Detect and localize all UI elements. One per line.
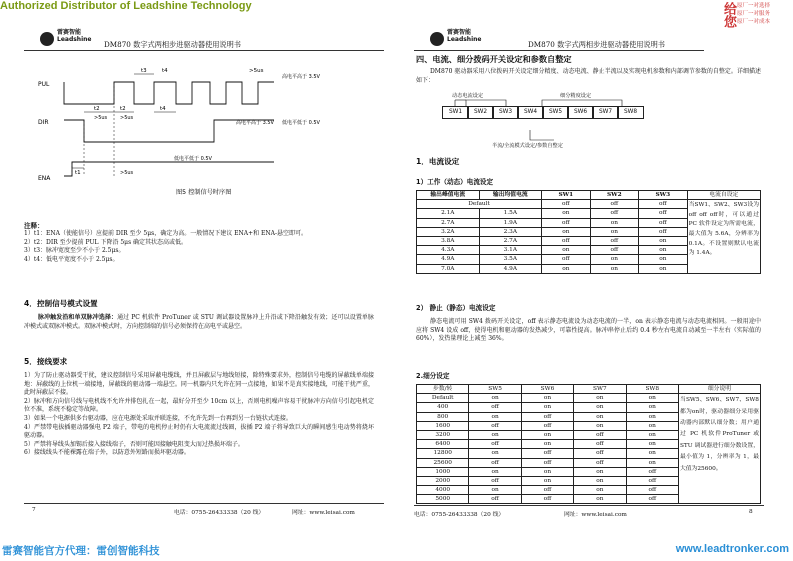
half-current-label: 半流/全流模式设定/参数自整定 [492, 143, 563, 149]
table-cell: on [590, 218, 639, 227]
timing-gap-label: >5us [94, 115, 108, 121]
table-cell: off [639, 218, 688, 227]
table-cell: on [574, 394, 626, 403]
switch-sw2: SW2 [467, 106, 494, 119]
note-item: 1）t1：ENA（使能信号）应提前 DIR 至少 5μs，确定为高。一般情况下建议 ENA+和 ENA-悬空即可。 [24, 230, 308, 237]
section-4-body [24, 314, 374, 331]
table-cell: off [639, 200, 688, 209]
level-label: 低电平低于 0.5V [282, 120, 320, 126]
table-cell: off [590, 209, 639, 218]
table-cell: 1.9A [479, 218, 542, 227]
section-title: 四、电流、细分拨码开关设定和参数自整定 [416, 54, 572, 64]
logo-cn: 雷赛智能 [57, 29, 82, 36]
table-cell: 2.7A [417, 218, 480, 227]
page-number: 8 [749, 509, 753, 515]
switch-sw7: SW7 [592, 106, 619, 119]
table-cell: off [521, 449, 573, 458]
dyn-current-label: 动态电流设定 [452, 93, 484, 99]
table-cell: off [521, 421, 573, 430]
level-label: 高电平高于 3.5V [282, 74, 320, 80]
table-cell: 2.7A [479, 236, 542, 245]
signal-dir-label: DIR [38, 119, 49, 126]
table-cell: on [469, 486, 521, 495]
signal-pul-label: PUL [38, 81, 50, 88]
table-cell: on [626, 412, 678, 421]
signal-ena-label: ENA [38, 175, 51, 182]
timing-gap-label: >5us [120, 170, 134, 176]
level-label: 低电平低于 0.5V [174, 156, 212, 162]
table-cell: 2.3A [479, 227, 542, 236]
doc-title: DM870 数字式两相步进驱动器使用说明书 [104, 40, 241, 49]
table-cell: off [542, 200, 591, 209]
table-cell: on [639, 246, 688, 255]
table-cell: on [521, 394, 573, 403]
table-cell: on [469, 430, 521, 439]
table-cell: 400 [417, 403, 469, 412]
table-header: SW6 [521, 385, 573, 394]
header-rule [414, 50, 704, 51]
figure-caption: 图5 控制信号时序图 [176, 189, 232, 196]
table-cell: 1000 [417, 467, 469, 476]
timing-gap-label: >5us [120, 115, 134, 121]
microstep-table [416, 384, 761, 504]
table-header: 输出均值电流 [479, 191, 542, 200]
footer-rule [414, 505, 764, 506]
table-cell: 4.3A [417, 246, 480, 255]
brand-mark: 给您 [721, 2, 736, 28]
wiring-item: 3）如果一个电源供多台驱动器，应在电源处采取并联连接，不允许先到一台再到另一台链状式连接。 [24, 414, 292, 422]
table-cell: 3.8A [417, 236, 480, 245]
table-header: 电流自设定 [687, 191, 760, 200]
note-item: 2）t2：DIR 至少提前 PUL 下降沿 5μs 确定其状态高或低。 [24, 238, 188, 246]
table-cell: 5000 [417, 495, 469, 504]
timing-diagram [24, 64, 384, 214]
slogan-line: 原厂一对成本 [737, 19, 771, 25]
table-header: SW5 [469, 385, 521, 394]
page-number: 7 [32, 507, 36, 513]
doc-title: DM870 数字式两相步进驱动器使用说明书 [528, 40, 665, 49]
table-cell: Default [417, 200, 542, 209]
table-cell: off [590, 200, 639, 209]
table-cell: on [574, 486, 626, 495]
table-cell: on [521, 440, 573, 449]
timing-t4: t4 [160, 106, 166, 112]
table-cell: on [574, 467, 626, 476]
table-cell: off [521, 495, 573, 504]
wiring-item: 2）脉冲和方向信号线与电机线不允许并排包扎在一起，最好分开至少 10cm 以上，否则电机噪声容易干扰脉冲方向信号引起电机定位不准，系统不稳定等故障。 [24, 397, 374, 414]
table-cell: on [521, 403, 573, 412]
table-cell: off [626, 495, 678, 504]
table-cell: on [574, 476, 626, 485]
logo-en: Leadshine [447, 36, 482, 43]
table-cell: on [626, 403, 678, 412]
table-cell: on [590, 227, 639, 236]
table-cell: 4.9A [417, 255, 480, 264]
table-header: SW2 [590, 191, 639, 200]
table-cell: on [542, 227, 591, 236]
timing-t4: t4 [162, 68, 168, 74]
table-cell: 2.1A [417, 209, 480, 218]
table-cell: off [574, 449, 626, 458]
table-cell: off [542, 236, 591, 245]
wiring-item: 4）严禁带电拔插驱动器强电 P2 端子，带电的电机停止时仍有大电流流过线圈，拔插 P2 端子将导致巨大的瞬间感生电动势将烧坏驱动器。 [24, 423, 374, 440]
table-cell: off [542, 255, 591, 264]
header-rule [24, 50, 384, 51]
section-4-text: 通过 PC 机软件 ProTuner 或 STU 调试器设置脉冲上升沿或下降沿触发有效；还可以设置单脉冲模式或双脉冲模式。双脉冲模式时，方向控制端的信号必须保持在高电平或悬空。 [24, 314, 374, 330]
logo-icon [40, 32, 54, 46]
table-cell: on [521, 467, 573, 476]
table-cell: on [639, 255, 688, 264]
table-cell: off [639, 209, 688, 218]
footer-phone: 电话：0755-26433338（20 线） [414, 512, 505, 518]
table-cell: on [626, 440, 678, 449]
table-cell: on [639, 236, 688, 245]
table-cell: on [521, 476, 573, 485]
switch-sw6: SW6 [567, 106, 594, 119]
table-cell: off [469, 476, 521, 485]
heading-static-current: 2） 静止（静态）电流设定 [416, 304, 496, 312]
table-cell: off [469, 421, 521, 430]
table-cell: on [590, 255, 639, 264]
agent-banner: 雷赛智能官方代理：雷创智能科技 [2, 545, 160, 557]
section-5-title: 5．接线要求 [24, 357, 68, 366]
table-cell: off [469, 495, 521, 504]
table-cell: off [626, 486, 678, 495]
switch-sw4: SW4 [517, 106, 544, 119]
brand-slogans [737, 2, 791, 26]
table-header: 细分说明 [678, 385, 760, 394]
table-cell: on [574, 403, 626, 412]
section-4-title: 4．控制信号模式设置 [24, 299, 98, 308]
wiring-item: 1）为了防止驱动器受干扰，建议控制信号采用屏蔽电缆线，并且屏蔽层与地线短接，除特殊要求外，控制信号电缆的屏蔽线单端接地：屏蔽线的上位机一端接地，屏蔽线的驱动器一端悬空。同一机器内只允许在同一点接地，如果不是真实接地线，可能干扰严重，此时屏蔽层不接。 [24, 372, 374, 397]
current-table [416, 190, 761, 274]
footer-phone: 电话：0755-26433338（20 线） [174, 510, 265, 516]
heading-current: 1．电流设定 [416, 157, 460, 166]
current-note: 当SW1、SW2、SW3设为off off off时，可以通过 PC 软件设定为所需电流，最大值为 5.6A，分辨率为0.1A。不设置则默认电流为 1.4A。 [687, 200, 760, 274]
table-cell: on [469, 467, 521, 476]
table-cell: off [469, 403, 521, 412]
table-cell: on [469, 449, 521, 458]
logo-en: Leadshine [57, 36, 92, 43]
logo-icon [430, 32, 444, 46]
table-cell: off [590, 246, 639, 255]
logo [40, 28, 92, 47]
table-cell: on [521, 430, 573, 439]
table-cell: off [469, 440, 521, 449]
table-cell: on [574, 495, 626, 504]
timing-t1: t1 [75, 170, 81, 176]
table-cell: off [626, 467, 678, 476]
table-cell: on [469, 412, 521, 421]
table-cell: Default [417, 394, 469, 403]
table-cell: 800 [417, 412, 469, 421]
heading-dynamic-current: 1）工作（动态）电流设定 [416, 178, 494, 186]
microstep-label: 细分精度设定 [560, 93, 592, 99]
table-cell: off [542, 218, 591, 227]
table-header: 步数/转 [417, 385, 469, 394]
table-cell: off [521, 458, 573, 467]
logo-cn: 雷赛智能 [447, 29, 472, 36]
table-cell: on [469, 394, 521, 403]
table-cell: on [626, 394, 678, 403]
note-item: 4）t4：低电平宽度不小于 2.5μs。 [24, 255, 119, 263]
timing-t3: t3 [141, 68, 147, 74]
table-header-row [417, 385, 761, 394]
table-cell: 1600 [417, 421, 469, 430]
table-cell: 3200 [417, 430, 469, 439]
table-cell: off [626, 476, 678, 485]
table-cell: off [574, 440, 626, 449]
wiring-item: 5）严禁将导线头加锡后接入接线端子，否则可能因接触电阻变大而过热损坏端子。 [24, 440, 244, 448]
note-item: 3）t3：脉冲宽度至少不小于 2.5μs。 [24, 247, 125, 255]
notes-list [24, 230, 374, 264]
table-cell: 6400 [417, 440, 469, 449]
table-header: SW3 [639, 191, 688, 200]
table-cell: 3.5A [479, 255, 542, 264]
level-label: 高电平高于 3.5V [236, 120, 274, 126]
distributor-banner: Authorized Distributor of Leadshine Technology [0, 0, 252, 12]
notes-title: 注释： [24, 222, 44, 230]
slogan-line: 原厂一对服务 [737, 11, 771, 17]
table-cell: 3.1A [479, 246, 542, 255]
table-header: SW7 [574, 385, 626, 394]
table-cell: 7.0A [417, 264, 480, 273]
table-cell: on [574, 412, 626, 421]
table-cell: on [626, 458, 678, 467]
table-cell: off [521, 412, 573, 421]
page-right [414, 30, 788, 530]
table-cell: on [590, 264, 639, 273]
footer-web: 网址：www.leisai.com [292, 510, 355, 516]
switch-sw8: SW8 [617, 106, 644, 119]
static-current-text: 静态电流可用 SW4 拨码开关设定，off 表示静态电流设为动态电流的一半，on 表示静态电流与动态电流相同。一般用途中应将 SW4 设成 off，使得电机和驱动器的发热减少，可靠性提高。脉冲串停止后约 0.4 秒左右电流自动减至一半左右（实际值的 60%），发热量理论上减至 36%。 [416, 318, 761, 343]
timing-t2: t2 [120, 106, 126, 112]
switch-diagram [442, 92, 682, 154]
table-cell: off [590, 236, 639, 245]
table-cell: off [574, 458, 626, 467]
table-cell: on [542, 209, 591, 218]
timing-gap-label: >5us [249, 68, 264, 74]
footer-rule [24, 503, 384, 504]
table-header: 输出峰值电流 [417, 191, 480, 200]
table-cell: off [521, 486, 573, 495]
switch-sw1: SW1 [442, 106, 469, 119]
table-row [417, 394, 761, 403]
footer-web: 网址：www.leisai.com [564, 512, 627, 518]
table-cell: on [626, 430, 678, 439]
wiring-item: 6）接线线头不能裸露在端子外，以防意外短路而损坏驱动器。 [24, 449, 190, 457]
table-cell: off [469, 458, 521, 467]
table-header: SW8 [626, 385, 678, 394]
agent-website-link[interactable]: www.leadtronker.com [675, 543, 789, 555]
table-cell: off [574, 430, 626, 439]
table-cell: on [574, 421, 626, 430]
table-cell: 4.9A [479, 264, 542, 273]
section-4-lead: 脉冲触发沿和单双脉冲选择： [38, 314, 118, 321]
table-cell: on [626, 449, 678, 458]
table-cell: on [542, 246, 591, 255]
slogan-line: 原厂一对选择 [737, 3, 771, 9]
microstep-note: 当SW5、SW6、SW7、SW8都为on时，驱动器细分采用驱动器内部默认细分数；用户通过 PC 机软件ProTuner 或 STU 调试器进行细分数设置，最小值为 1，分辨率为 1，最大值为25600。 [678, 394, 760, 504]
table-cell: 3.2A [417, 227, 480, 236]
intro-text: DM870 驱动器采用八位拨码开关设定细分精度、动态电流、静止半流以及实现电机参数和内部调节参数的自整定。详细描述如下： [416, 68, 761, 84]
switch-sw5: SW5 [542, 106, 569, 119]
heading-microstep: 2.细分设定 [416, 372, 450, 380]
table-cell: 25600 [417, 458, 469, 467]
table-row [417, 200, 761, 209]
table-cell: 1.5A [479, 209, 542, 218]
table-cell: on [639, 264, 688, 273]
table-cell: 2000 [417, 476, 469, 485]
table-cell: off [639, 227, 688, 236]
table-cell: 12800 [417, 449, 469, 458]
table-cell: on [542, 264, 591, 273]
switch-sw3: SW3 [492, 106, 519, 119]
table-header: SW1 [542, 191, 591, 200]
table-cell: 4000 [417, 486, 469, 495]
table-header-row [417, 191, 761, 200]
table-cell: on [626, 421, 678, 430]
timing-t2: t2 [94, 106, 100, 112]
logo [430, 28, 482, 47]
page-left [24, 30, 384, 530]
wiring-list [24, 372, 374, 458]
